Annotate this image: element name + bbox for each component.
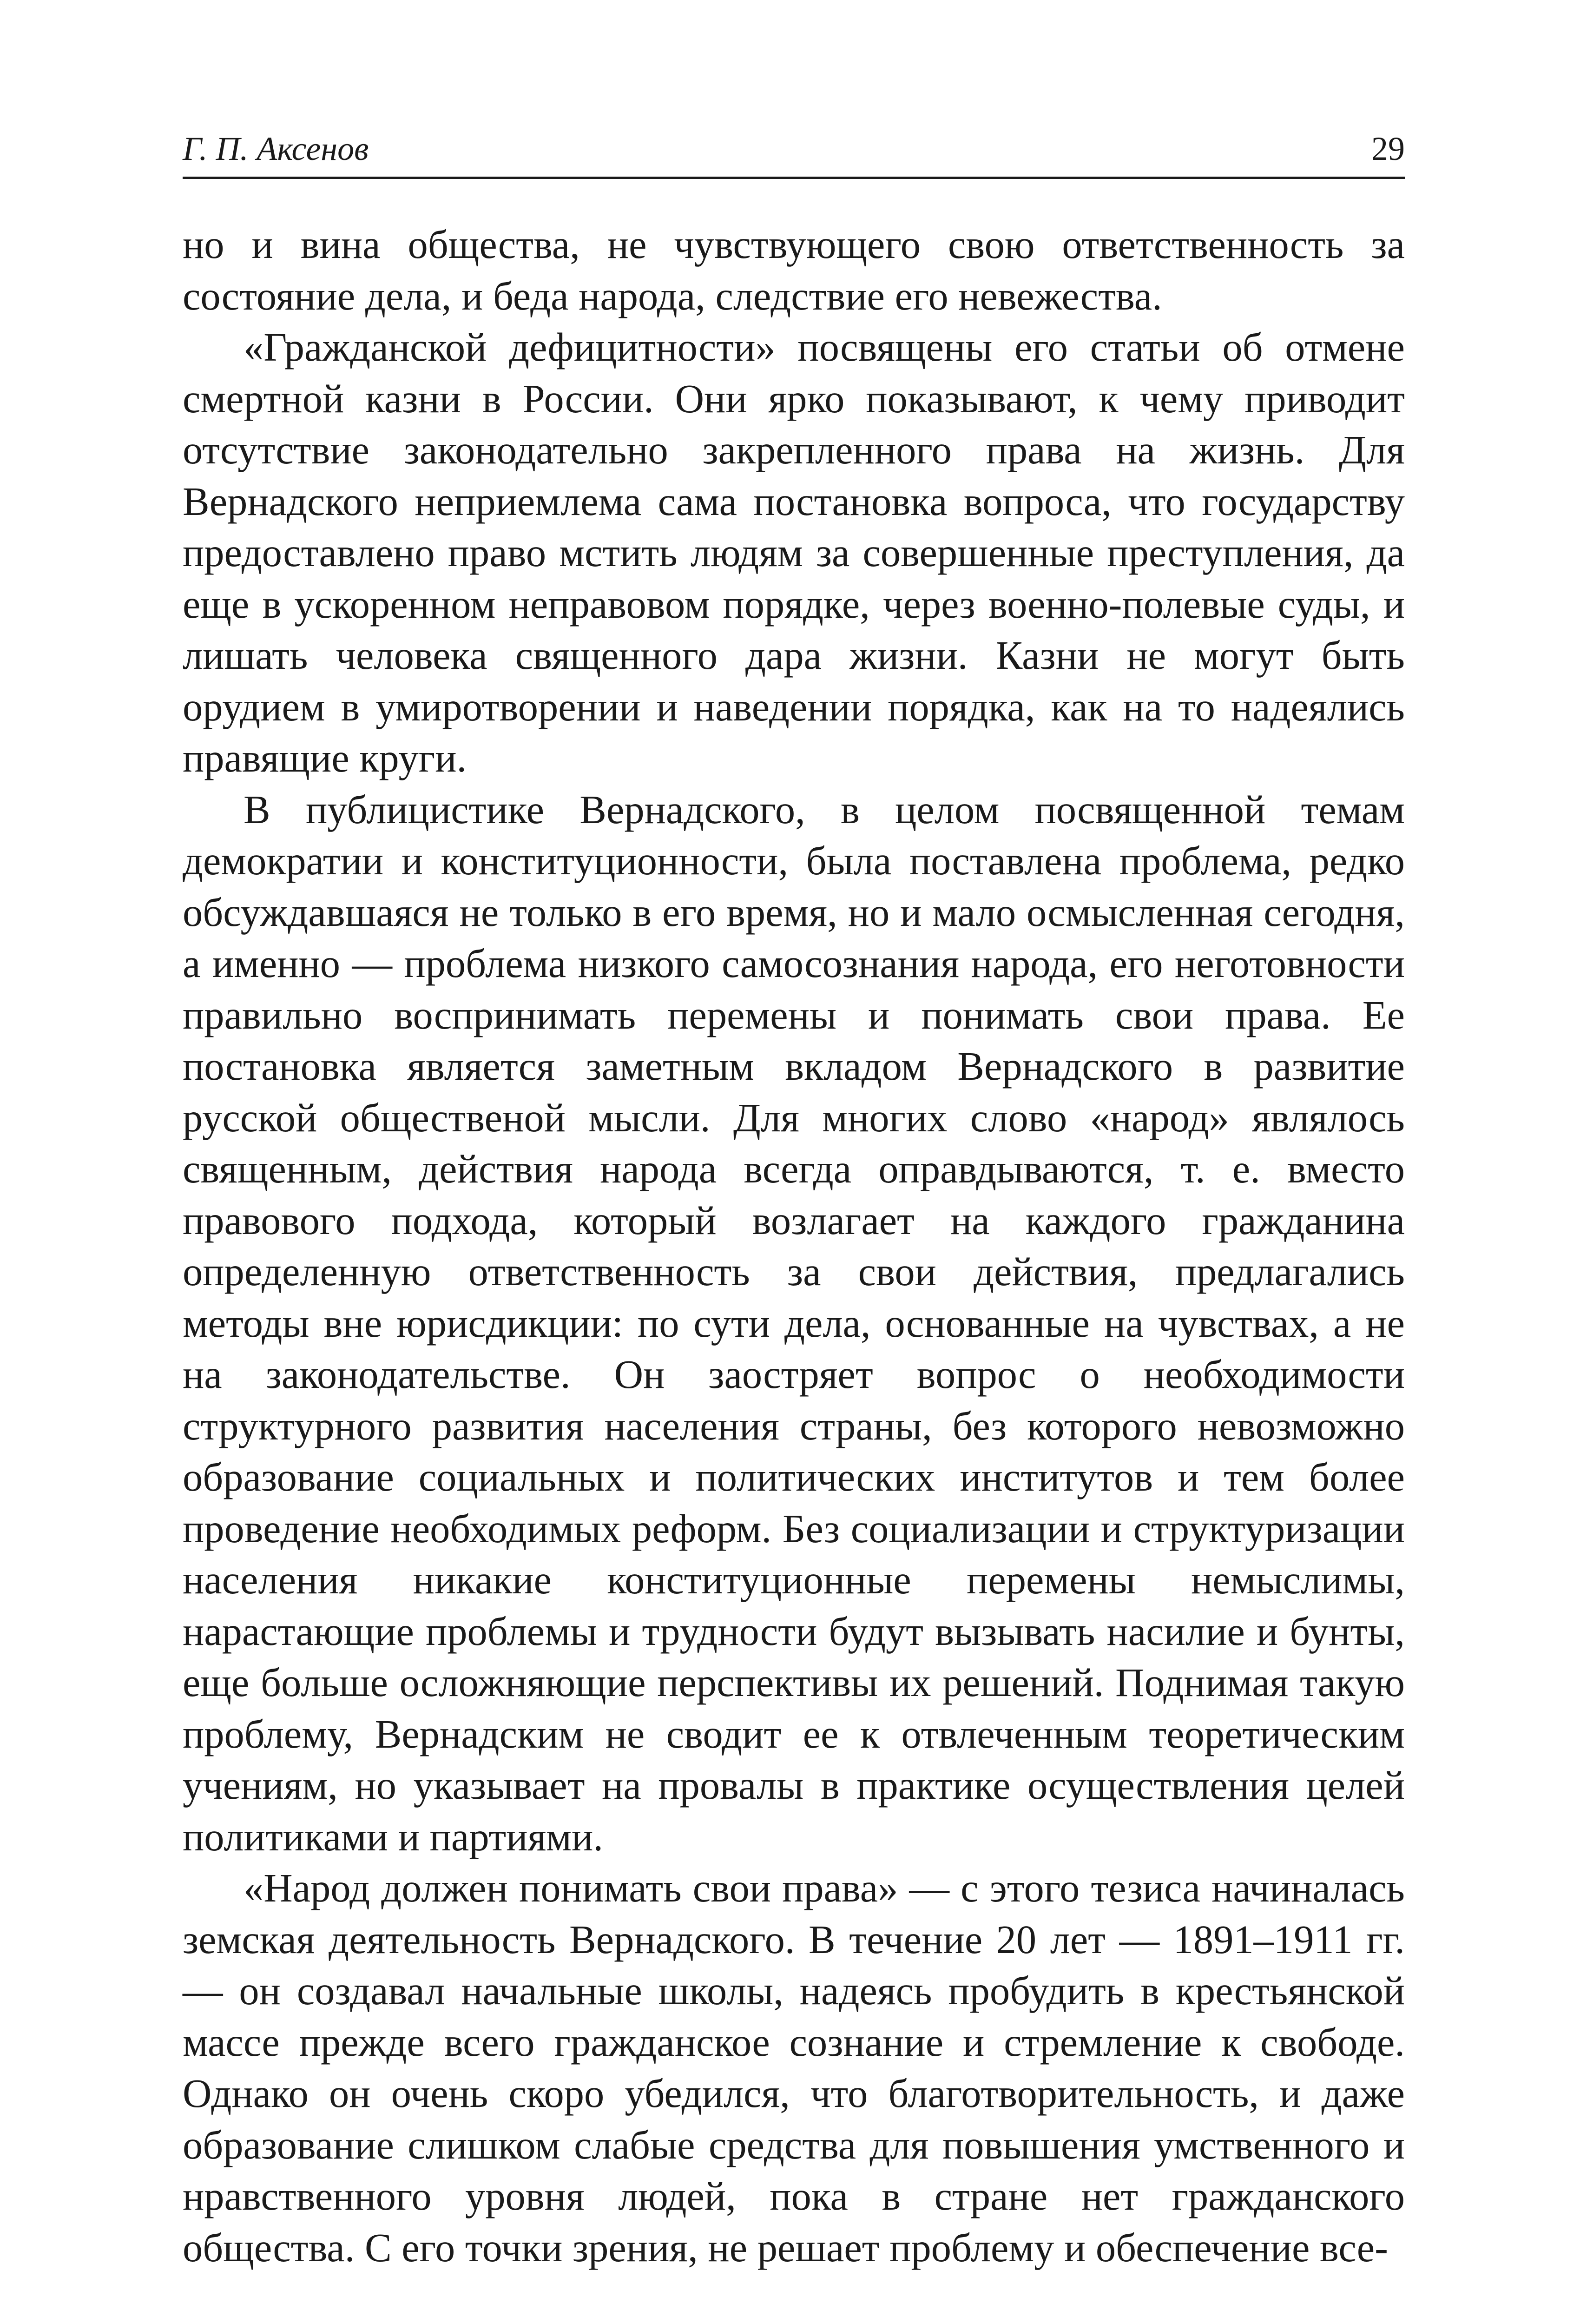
- paragraph: «Народ должен понимать свои права» — с этого тезиса начиналась земская деятельность Вернадского. В течение 20 лет — 1891–1911 гг. — он создавал начальные школы, надеясь пробудить в крестьянской массе прежде всего гражданское сознание и стремление к свободе. Однако он очень скоро убедился, что благотворительность, и даже образование слишком слабые средства для повышения умственного и нравственного уровня людей, пока в стране нет гражданского общества. С его точки зрения, не решает проблему и обеспечение все-: [183, 1866, 1405, 2270]
- paragraph: но и вина общества, не чувствующего свою ответственность за состояние дела, и беда народа, следствие его невежества.: [183, 222, 1405, 318]
- paragraph: «Гражданской дефицитности» посвящены его статьи об отмене смертной казни в России. Они ярко показывают, к чему приводит отсутствие законодательно закрепленного права на жизнь. Для Вернадского неприемлема сама постановка вопроса, что государству предоставлено право мстить людям за совершенные преступления, да еще в ускоренном неправовом порядке, через военно-полевые суды, и лишать человека священного дара жизни. Казни не могут быть орудием в умиротворении и наведении порядка, как на то надеялись правящие круги.: [183, 325, 1405, 780]
- paragraph: В публицистике Вернадского, в целом посвященной темам демократии и конституционности, была поставлена проблема, редко обсуждавшаяся не только в его время, но и мало осмысленная сегодня, а именно — проблема низкого самосознания народа, его неготовности правильно воспринимать перемены и понимать свои права. Ее постановка является заметным вкладом Вернадского в развитие русской общественой мысли. Для многих слово «народ» являлось священным, действия народа всегда оправдываются, т. е. вместо правового подхода, который возлагает на каждого гражданина определенную ответственность за свои действия, предлагались методы вне юрисдикции: по сути дела, основанные на чувствах, а не на законодательстве. Он заостряет вопрос о необходимости структурного развития населения страны, без которого невозможно образование социальных и политических институтов и тем более проведение необходимых реформ. Без социализации и структуризации населения никакие конституционные перемены немыслимы, нарастающие проблемы и трудности будут вызывать насилие и бунты, еще больше осложняющие перспективы их решений. Поднимая такую проблему, Вернадским не сводит ее к отвлеченным теоретическим учениям, но указывает на провалы в практике осуществления целей политиками и партиями.: [183, 787, 1405, 1859]
- book-page: [183, 125, 1405, 2273]
- running-header: [183, 125, 1405, 179]
- page-number: 29: [1371, 130, 1405, 167]
- body-text: [183, 219, 1405, 2273]
- running-header-author: Г. П. Аксенов: [183, 130, 369, 167]
